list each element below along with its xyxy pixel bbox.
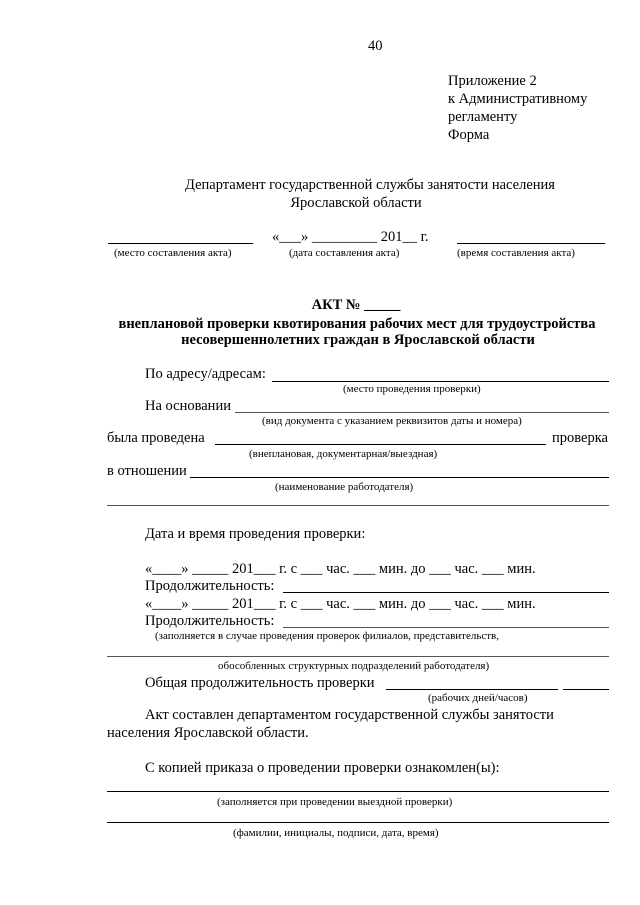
branches-caption-1: (заполняется в случае проведения проверок филиалов, представительств, xyxy=(155,630,499,642)
act-text-line-2: населения Ярославской области. xyxy=(107,725,309,741)
conducted-caption: (внеплановая, документарная/выездная) xyxy=(249,448,438,460)
basis-caption: (вид документа с указанием реквизитов даты и номера) xyxy=(262,415,522,427)
time-blank-line xyxy=(457,243,605,244)
page-number: 40 xyxy=(368,38,383,54)
copy-blank-line-2 xyxy=(107,822,609,823)
branches-blank-line xyxy=(107,656,609,657)
total-duration-caption: (рабочих дней/часов) xyxy=(428,692,528,704)
address-blank-line xyxy=(272,381,609,382)
conducted-label: была проведена xyxy=(107,430,205,446)
act-title-line-2: несовершеннолетних граждан в Ярославской области xyxy=(181,332,535,348)
relation-label: в отношении xyxy=(107,463,187,479)
act-number: АКТ № _____ xyxy=(311,297,401,313)
conducted-blank-line xyxy=(215,444,546,445)
time-caption: (время составления акта) xyxy=(457,247,575,259)
basis-blank-line xyxy=(235,412,609,413)
duration-label-1: Продолжительность: xyxy=(145,578,275,594)
date-caption: (дата составления акта) xyxy=(289,247,400,259)
copy-caption-1: (заполняется при проведении выездной проверки) xyxy=(217,796,453,808)
copy-caption-2: (фамилии, инициалы, подписи, дата, время) xyxy=(233,827,439,839)
relation-caption: (наименование работодателя) xyxy=(275,481,414,493)
datetime-line-2: «____» _____ 201___ г. с ___ час. ___ мин. до ___ час. ___ мин. xyxy=(145,596,536,612)
appendix-line-1: Приложение 2 xyxy=(448,73,537,89)
address-caption: (место проведения проверки) xyxy=(343,383,481,395)
address-label: По адресу/адресам: xyxy=(145,366,266,382)
datetime-label: Дата и время проведения проверки: xyxy=(145,526,366,542)
duration-label-2: Продолжительность: xyxy=(145,613,275,629)
total-duration-blank-line-a xyxy=(386,689,558,690)
department-line-2: Ярославской области xyxy=(290,195,422,211)
place-blank-line xyxy=(108,243,253,244)
appendix-line-2: к Административному xyxy=(448,91,588,107)
act-title-line-1: внеплановой проверки квотирования рабочих мест для трудоустройства xyxy=(118,316,596,332)
total-duration-blank-line-b xyxy=(563,689,609,690)
act-text-line-1: Акт составлен департаментом государственной службы занятости xyxy=(145,707,554,723)
copy-ack-label: С копией приказа о проведении проверки ознакомлен(ы): xyxy=(145,760,500,776)
total-duration-label: Общая продолжительность проверки xyxy=(145,675,375,691)
appendix-line-4: Форма xyxy=(448,127,490,143)
copy-blank-line-1 xyxy=(107,791,609,792)
datetime-line-1: «____» _____ 201___ г. с ___ час. ___ мин. до ___ час. ___ мин. xyxy=(145,561,536,577)
duration-blank-line-2 xyxy=(283,627,609,628)
act-date-blank: «___» _________ 201__ г. xyxy=(272,229,429,245)
check-word: проверка xyxy=(552,430,608,446)
department-line-1: Департамент государственной службы занятости населения xyxy=(185,177,555,193)
place-caption: (место составления акта) xyxy=(114,247,232,259)
relation-extra-line xyxy=(107,505,609,506)
duration-blank-line-1 xyxy=(283,592,609,593)
branches-caption-2: обособленных структурных подразделений работодателя) xyxy=(218,660,490,672)
appendix-line-3: регламенту xyxy=(448,109,518,125)
basis-label: На основании xyxy=(145,398,231,414)
relation-blank-line xyxy=(190,477,609,478)
